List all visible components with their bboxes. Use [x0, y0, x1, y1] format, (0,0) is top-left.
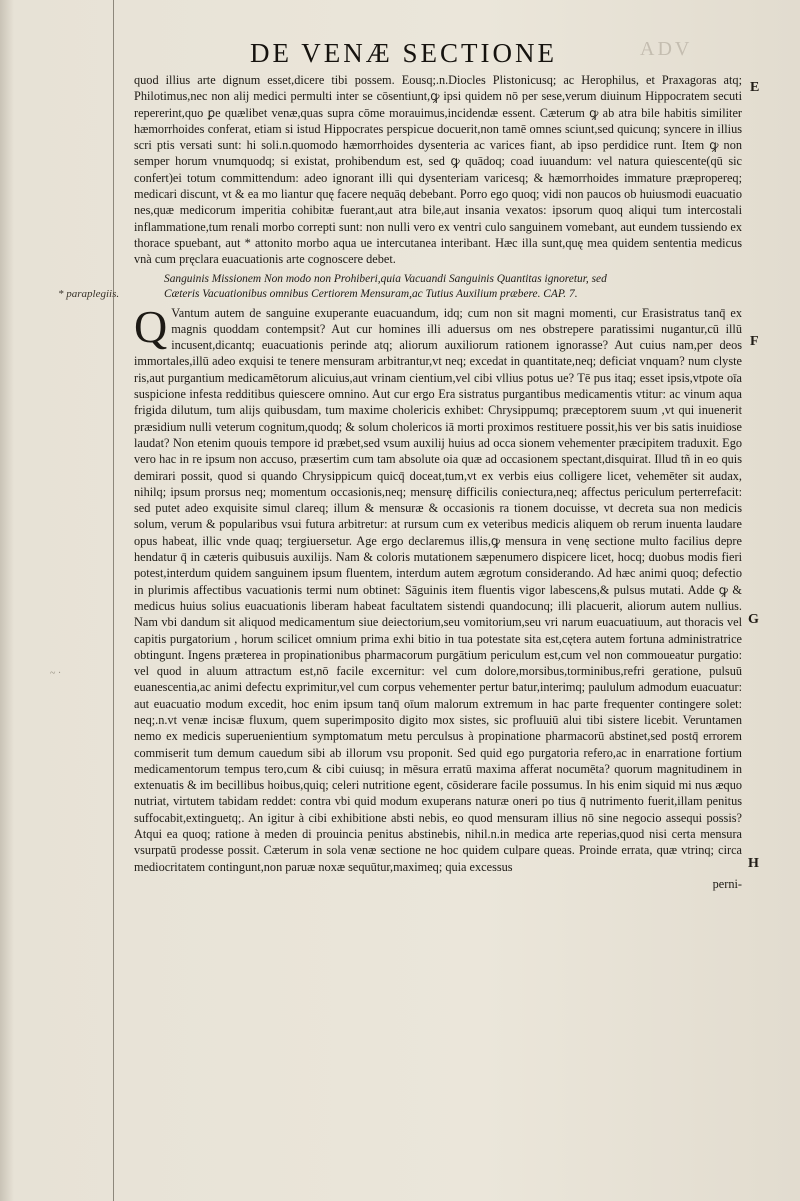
marginal-note: * paraplegiis.	[58, 288, 120, 300]
side-letter-h: H	[748, 856, 759, 871]
margin-rule	[113, 0, 114, 1201]
bleed-through-text: ADV	[640, 38, 693, 60]
chapter-title	[164, 272, 742, 302]
side-letter-e: E	[750, 80, 760, 95]
drop-cap: Q	[134, 300, 168, 352]
chapter7-text: Vantum autem de sanguine exuperante euacuandum, idq; cum non sit magni momenti, cur Erasistratus tanq̄ ex magnis quoddam contempsit? Aut cur homines illi aduersus om nes obstrepere paratissimi nugantur,cū illū incusent,dicantq; euacuationis perinde atq; aliorum auxiliorum rationem ignorasse? Aut cuius nam,per deos immortales,illū adeo exquisi te tenere mensuram arbitrantur,vt neq; excedat in quantitate,neq; deficiat vnquam? num clyste ris,aut purgantium medicamētorum alicuius,aut vrinam cientium,vel cibi vllius potus ue? Tē pus itaq; esset ipsis,vtpote oīa suspicione infesta redditibus quiescere omnino. Aut cur ergo Era sistratus purgantibus medicamentis vtitur: ac vinum aqua frigida dilutum, tum alijs quibusdam, tum maxime cholericis exhibet: Chrysippumq; præceptorem suum ,vt qui inuenerit præsidium nulli veterum cognitum,quodq; & solum cholericos iā morti proximos restituere possit,his ver bis satis inuidiose laudat? Non etenim quouis tempore id præbet,sed vsum auxilij huius ad occa sionem vehementer præcipitem traduxit. Ego vero hac in re ipsum non accuso, præsertim cum tam absolute oia quæ ad occasionem spectant,disquirat. Illud tñ in eo quis demirari possit, quod si quando Chrysippicum quicq̄ doceat,tum,vt ex verbis eius colligere licet, vehemēter sit audax, nihilq; ipsum prorsus neq; momentum occasionis,neq; mensurę difficilis coniectura,neq; affectus periculum perterrefacit: sed putet adeo exquisite simul clareq; illum & mensuræ & occasionis ra tionem docuisse, vt decreta sua non medicis solum, verum & popularibus vsui futura arbitretur: at rursum cum ex veteribus medicis aliquem ob rerum inuenta laudare opus habeat, illic vnde quaq; tergiuersetur. Age ergo declaremus illis,ꝙ mensura in venę sectione multo facilius depre hendatur q̄ in cæteris quibusuis auxilijs. Nam & coloris mutationem sæpenumero dispicere licet, hocq; duobus modis fieri potest,interdum quidem sanguinem ipsum fluentem, interdum autem ægrotum considerando. Ad hæc animi quoq; defectio in plurimis affectibus vacuationis termi num obtinet: Sāguinis item fluentis vigor labescens,& pulsus mutati. Adde ꝙ & medicus huius solius euacuationis liberam habeat facultatem sistendi quandocunq; illi placuerit, aliorum autem nullius. Nam vbi dandum sit aliquod medicamentum siue deiectorium,seu vomitorium,seu vri narum euacuatiuum, aut thoracis vel capitis purgatorium , horum scilicet omnium prima exhi bitio in tua potestate sita est,cętera autem fortuna administratrice obtingunt. Ingens præterea in propinationibus pharmacorum purgātium periculum est,cum vel non commoueatur purgatio: vel quod in aluum attractum est,nō facile excernitur: vel cum dolore,morsibus,torminibus,refri geratione, pulsuū euanescentia,ac animi defectu exprimitur,vel cum corpus vehementer pertur batur,interimq; paululum admodum euacuatur: aut euacuatio modum excedit, hoc enim ipsum tanq̄ oīum malorum extremum in hac parte frequenter contingere solet: neq;.n.vt venæ incisæ fluxum, quem superimposito digito mox sistes, sic profluuiū alui tibi sistere licebit. Veruntamen nemo ex medicis superuenientium symptomatum metu perculsus à propinatione pharmacorū abstinet,sed postq̄ errorem commiserit tum demum cauedum sibi ab illorum vsu proponit. Sed quid ego purgatoria refero,ac in enarratione fortium medicamentorum tempus tero,cum & cibi cuiusq; in mēsura erratū maxima afferat nocumēta? quorum magnitudinem in extenuatis & im becillibus hoibus,quiq; celeri nutritione egent, cōsiderare facile possumus. In his enim siquid mi nus æquo nutriat, virtutem tabidam reddet: contra vbi quid modum exuperans naturæ oneri po tius q̄ nutrimento fuerit,illam penitus suffocabit,extinguetq;. An igitur à cibi exhibitione absti nebis, eo quod mensuram illius nō sine negocio assequi possis? Atqui ea quoq; ratione à meden di prouincia penitus abstinebis, nihil.n.in medica arte reperias,quod nisi certa mensura vsurpatū prodesse possit. Cæterum in sola venæ sectione ne hoc quidem culpare queas. Proinde errata, quæ vtrinq; circa mediocritatem contingunt,non paruæ noxæ sequūtur,maximeq; quia excessus	[134, 305, 742, 874]
running-header: DE VENÆ SECTIONE	[250, 38, 557, 68]
chapter-title-line-2: Cæteris Vacuationibus omnibus Certiorem Mensuram,ac Tutius Auxilium præbere. CAP. 7.	[164, 287, 578, 300]
paragraph-chapter6-end: quod illius arte dignum esset,dicere tibi possem. Eousq;.n.Diocles Plistonicusq; ac Herophilus, et Praxagoras atq; Philotimus,nec non alij medici permulti inter se cōsentiunt,ꝙ ipsi quidem nō per sese,verum diuinum Hippocratem secuti repererint,quo ꝑe quælibet venæ,quas supra cōme morauimus,incidendæ essent. Cæterum ꝙ ab atra bile habitis similiter hæmorrhoides conferat, etiam si istud Hippocrates perspicue docuerit,non tamē omnes sciunt,sed quicunq; syncere in illius scri ptis versati sunt: hi soli.n.quomodo hæmorrhoides dysenteria ac varices fiant, ab ipso perdidice runt. Item ꝙ non semper horum vnumquodq; si existat, prohibendum est, sed ꝙ quādoq; coad iuuandum: vel natura quiescente(qū sic confert)ei totum committendum: adeo ignorant illi qui dysenteriam varicesq; & hæmorrhoides immature præpropereq; medicari discunt, vt & ea mo liantur quę facere nequāq debebant. Porro ego quoq; vidi non paucos ob huiusmodi euacuatio nes,quæ medicorum imperitia cohibitæ fuerant,aut atra bile,aut insania vexatos: ipsorum quoq aliqui tum intercostali inflammatione,tum renali morbo correpti sunt: non nulli vero ex ventri culo sanguinem vomebant, aut eundem tussiendo ex thorace spuebant, aut * attonito morbo aqua ue intercutanea interibant. Hæc illa sunt,quę mea quidem sententia medicus vnà cum pręclara euacuationis arte cognoscere debet.	[134, 73, 742, 267]
body-text	[134, 72, 742, 892]
paragraph-chapter7	[134, 300, 742, 875]
catchword: perni-	[712, 876, 742, 891]
chapter-title-line-1: Sanguinis Missionem Non modo non Prohiberi,quia Vacuandi Sanguinis Quantitas ignoretur, sed	[164, 272, 607, 285]
margin-smudge: ~ ·	[50, 668, 62, 679]
side-letter-g: G	[748, 612, 759, 627]
side-letter-f: F	[750, 334, 759, 349]
